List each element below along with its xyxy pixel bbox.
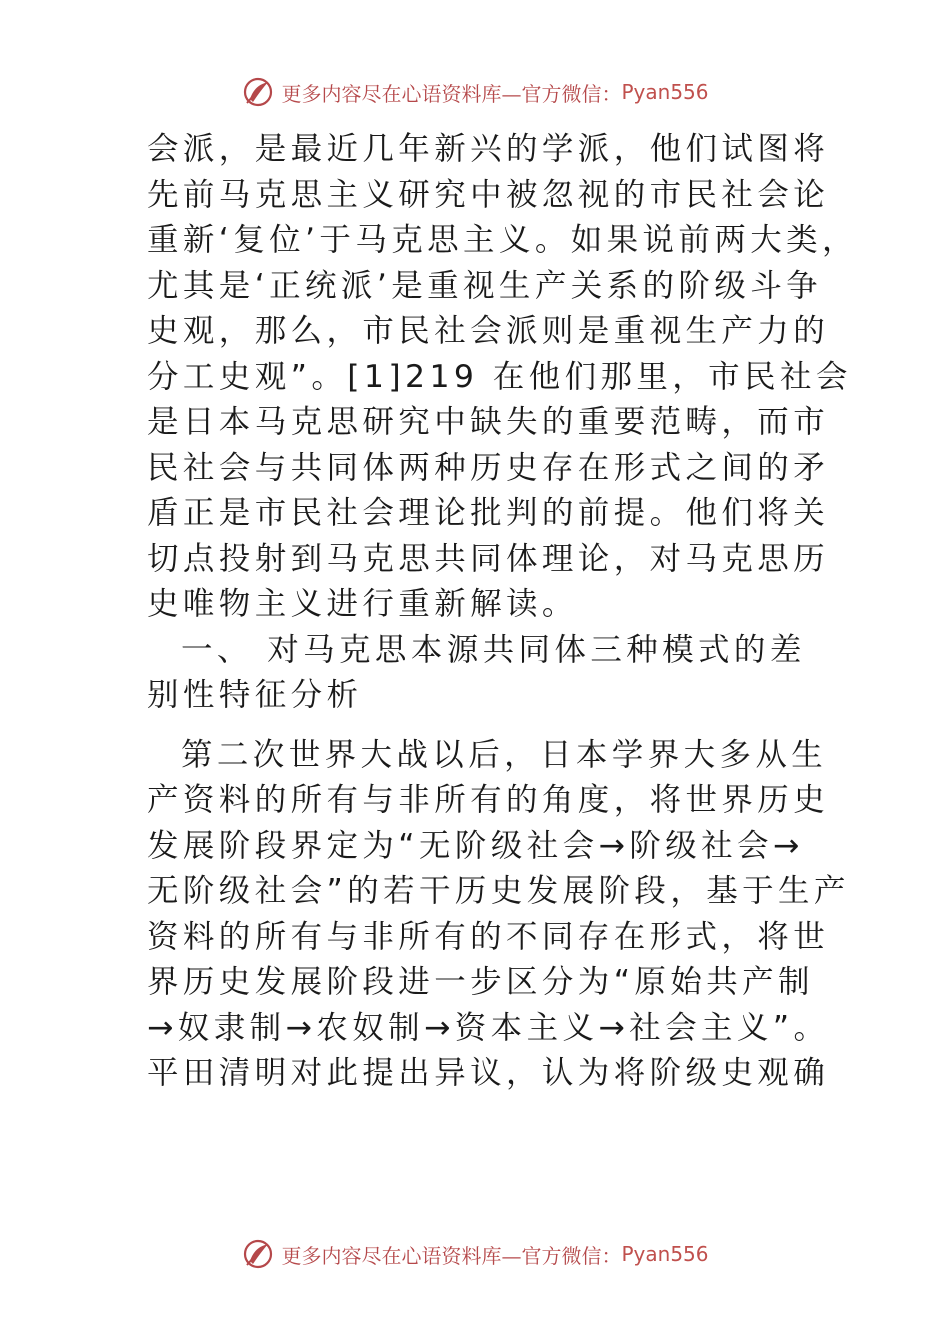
header-watermark xyxy=(0,72,950,112)
paragraph-gap xyxy=(147,719,817,733)
body-line: 会派，是最近几年新兴的学派，他们试图将 xyxy=(147,131,830,167)
body-line: 史观，那么，市民社会派则是重视生产力的 xyxy=(147,313,830,349)
body-line: 是日本马克思研究中缺失的重要范畴，而市 xyxy=(147,404,830,440)
footer-watermark xyxy=(0,1234,950,1274)
body-line: 民社会与共同体两种历史存在形式之间的矛 xyxy=(147,449,830,486)
body-line: 先前马克思主义研究中被忽视的市民社会论 xyxy=(147,176,830,213)
watermark-handle: Pyan556 xyxy=(621,1242,709,1266)
watermark-text: 更多内容尽在心语资料库—官方微信： xyxy=(281,1243,622,1268)
body-line: 分工史观”。[1]219 在他们那里，市民社会 xyxy=(147,358,852,395)
body-line: 界历史发展阶段进一步区分为“原始共产制 xyxy=(147,964,814,1000)
body-line: 切点投射到马克思共同体理论，对马克思历 xyxy=(147,540,830,577)
body-line: 产资料的所有与非所有的角度，将世界历史 xyxy=(147,782,830,818)
body-line: →奴隶制→农奴制→资本主义→社会主义”。 xyxy=(147,1009,830,1046)
ribbon-logo-icon xyxy=(241,1237,275,1271)
watermark-text: 更多内容尽在心语资料库—官方微信： xyxy=(281,81,622,106)
body-line: 盾正是市民社会理论批判的前提。他们将关 xyxy=(147,495,830,531)
body-line: 平田清明对此提出异议，认为将阶级史观确 xyxy=(147,1055,830,1091)
body-line: 重新‘复位’于马克思主义。如果说前两大类， xyxy=(147,222,858,258)
body-line: 尤其是‘正统派’是重视生产关系的阶级斗争 xyxy=(147,267,823,304)
section-heading: 一、 对马克思本源共同体三种模式的差 xyxy=(181,631,806,668)
document-body xyxy=(147,127,858,1097)
section-heading-continued: 别性特征分析 xyxy=(147,677,363,713)
body-line: 资料的所有与非所有的不同存在形式，将世 xyxy=(147,918,830,955)
ribbon-logo-icon xyxy=(241,75,275,109)
body-line: 史唯物主义进行重新解读。 xyxy=(147,586,578,622)
body-line: 第二次世界大战以后，日本学界大多从生 xyxy=(181,736,828,773)
body-line: 无阶级社会”的若干历史发展阶段，基于生产 xyxy=(147,873,850,909)
body-line: 发展阶段界定为“无阶级社会→阶级社会→ xyxy=(147,827,804,864)
watermark-handle: Pyan556 xyxy=(621,80,709,104)
